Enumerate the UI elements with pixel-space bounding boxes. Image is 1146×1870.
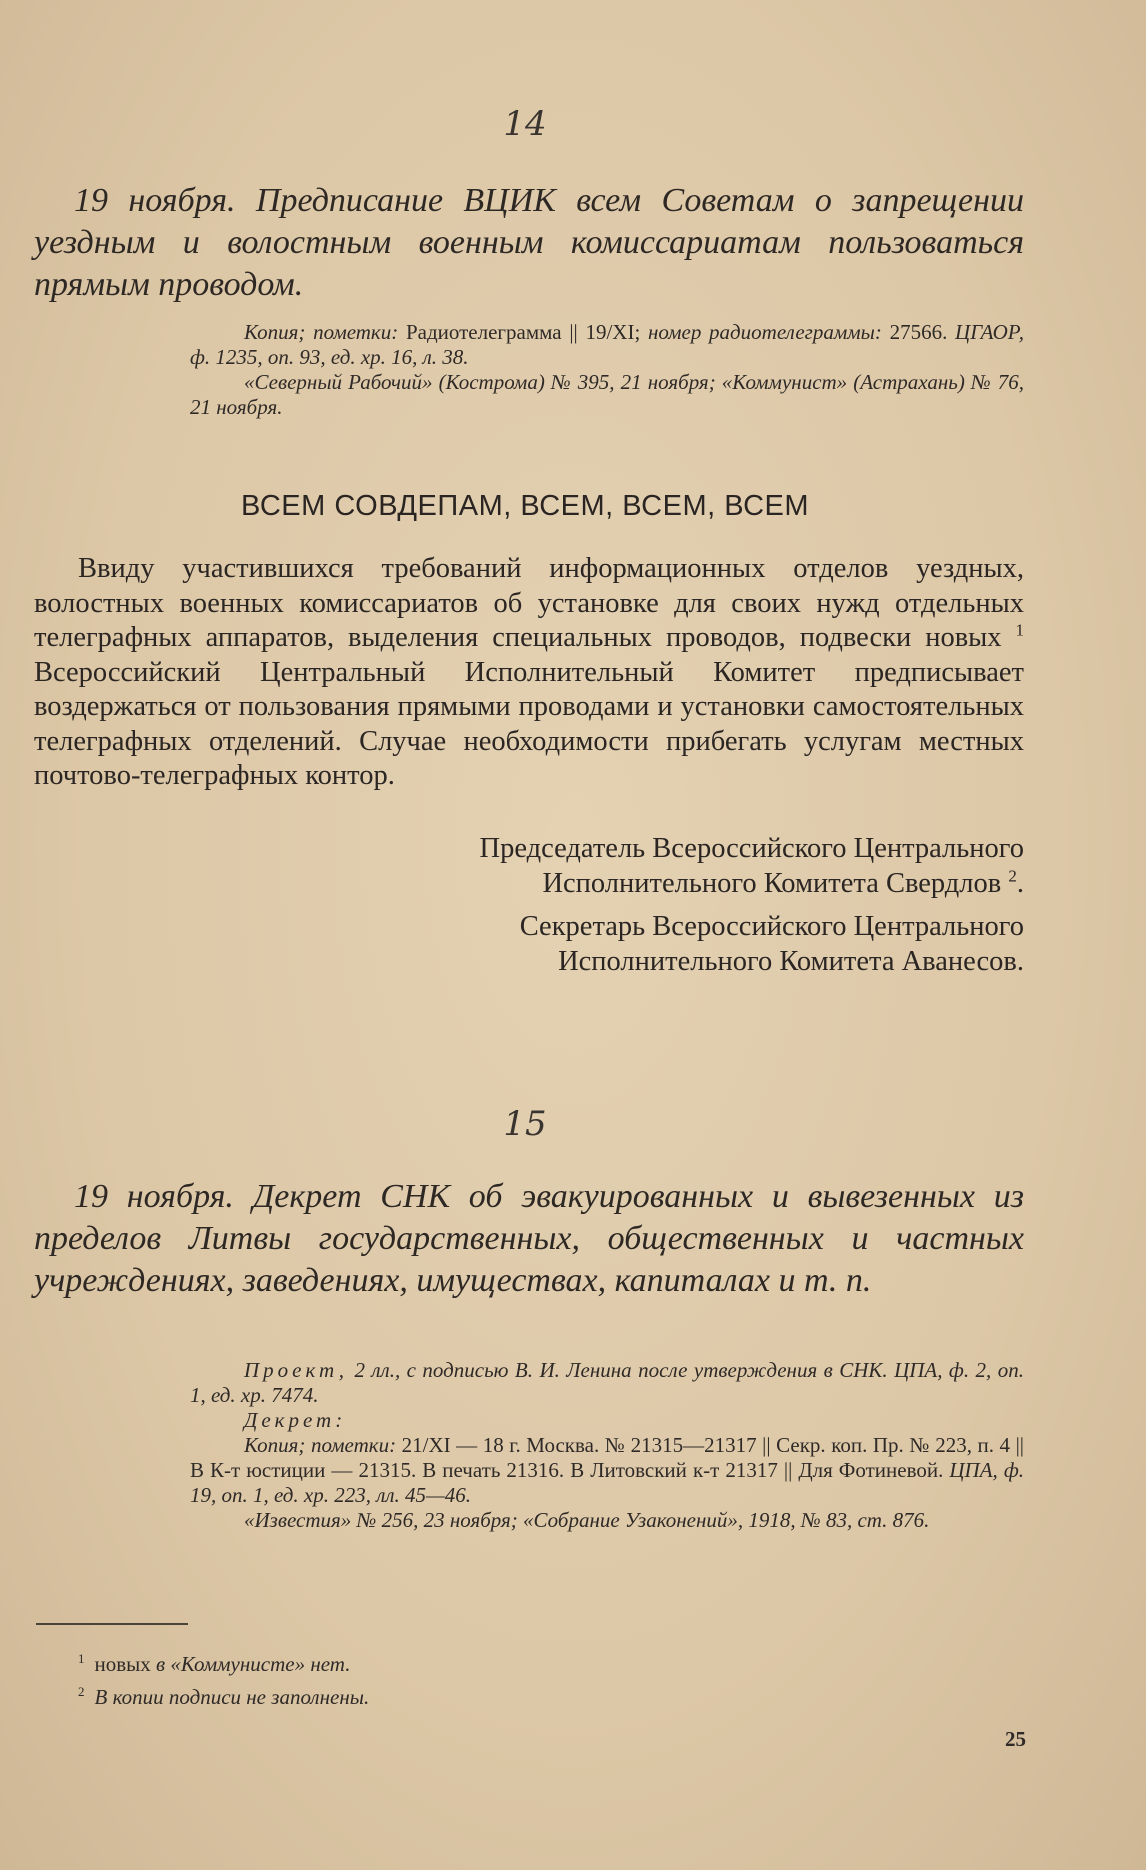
source-lead: Копия; пометки: [244, 320, 399, 344]
footnote-ref-2: 2 [1008, 866, 1017, 885]
archive-reference: ЦГАОР, ф. 1235, оп. 93, ед. хр. 16, л. 38. [190, 320, 1025, 369]
source-marks: Радиотелеграмма || 19/XI; [405, 320, 641, 344]
footnote-divider [36, 1623, 188, 1625]
telegram-title: ВСЕМ СОВДЕПАМ, ВСЕМ, ВСЕМ, ВСЕМ [240, 490, 810, 522]
footnote-ref-1: 1 [1015, 620, 1024, 640]
project-text: 2 лл., с подписью В. И. Ленина после утверждения в СНК. ЦПА, ф. 2, оп. 1, ед. хр. 7474. [190, 1358, 1024, 1407]
source-label: номер радиотелеграммы: [648, 320, 882, 344]
archival-source [190, 1358, 1024, 1533]
document-number: 15 [503, 1104, 547, 1144]
archival-source [190, 320, 1024, 420]
document-number: 14 [503, 104, 547, 144]
signature-secretary: Секретарь Всероссийского Центрального Исполнительного Комитета Аванесов. [519, 911, 1024, 977]
archive-reference: ЦПА, ф. 19, оп. 1, ед. хр. 223, лл. 45—46. [190, 1458, 1024, 1507]
document-heading: 19 ноября. Предписание ВЦИК всем Советам о запрещении уездным и волостным военным комиссариатам пользоваться прямым проводом. [34, 182, 1024, 303]
footnote-1: $^1$ новых в «Коммунисте» нет. [78, 1651, 351, 1676]
publication-reference: «Северный Рабочий» (Кострома) № 395, 21 ноября; «Коммунист» (Астрахань) № 76, 21 ноября. [190, 370, 1024, 419]
decree-lead: Декрет: [244, 1408, 347, 1432]
footnote-2: $^2$ В копии подписи не заполнены. [78, 1684, 370, 1709]
page-number: 25 [1005, 1727, 1026, 1751]
publication-reference: «Известия» № 256, 23 ноября; «Собрание Узаконений», 1918, № 83, ст. 876. [244, 1508, 930, 1532]
project-lead: Проект, [244, 1358, 348, 1382]
signature-chairman: Председатель Всероссийского Центрального Исполнительного Комитета Свердлов $^2$. [479, 833, 1024, 899]
document-heading: 19 ноября. Декрет СНК об эвакуированных и вывезенных из пределов Литвы государственных, общественных и частных учреждениях, заведениях, имуществах, капиталах и т. п. [34, 1178, 1024, 1299]
footnotes [78, 1645, 978, 1711]
telegram-body: Ввиду участившихся требований информационных отделов уездных, волостных военных комиссариатов об установке для своих нужд отдельных телеграфных аппаратов, выделения специальных проводов, подвески новых $^1$ Всероссийский Центральный Исполнительный Комитет предписывает воздержаться от пользования прямыми проводами и установки самостоятельных телеграфных отделений. Случае необходимости прибегать услугам местных почтово-телеграфных контор. [34, 553, 1024, 791]
copy-marks: 21/XI — 18 г. Москва. № 21315—21317 || Секр. коп. Пр. № 223, п. 4 || В К-т юстиции — 21315. В печать 21316. В Литовский к-т 21317 || Для Фотиневой. [190, 1433, 1024, 1482]
copy-lead: Копия; пометки: [244, 1433, 397, 1457]
source-number: 27566. [889, 320, 948, 344]
